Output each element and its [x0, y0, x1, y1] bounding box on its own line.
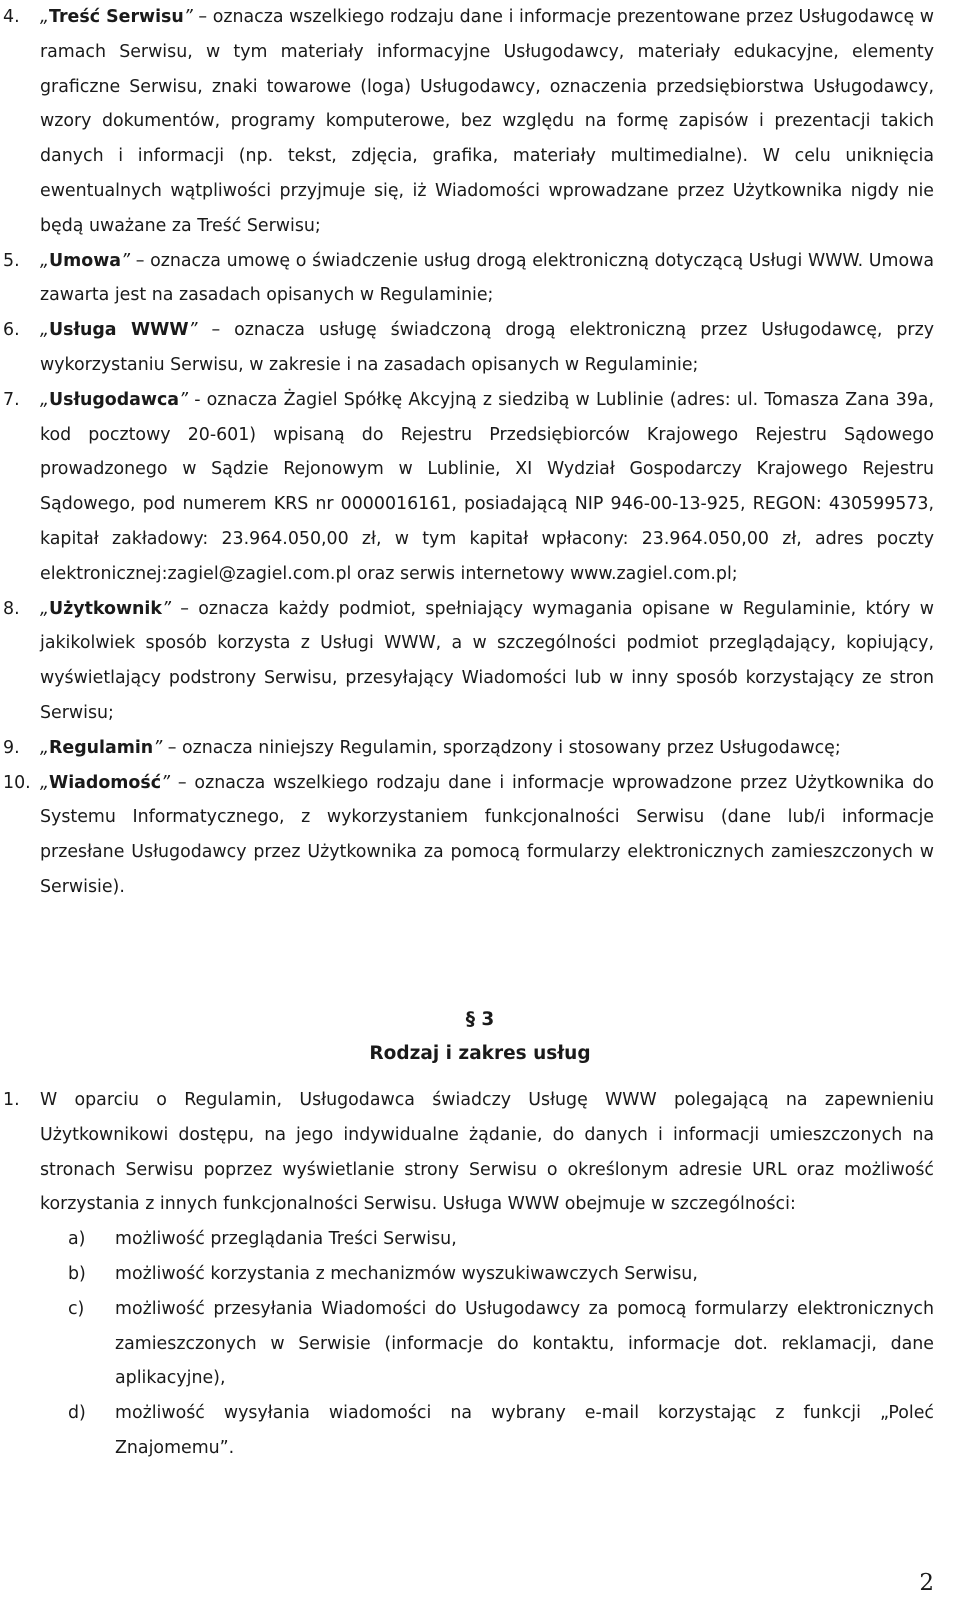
- services-section: [0, 1083, 960, 1466]
- definition-term: Usługodawca: [49, 389, 180, 410]
- item-number: 10.: [3, 772, 31, 793]
- definition-item: [0, 244, 960, 314]
- item-number: 9.: [3, 737, 20, 758]
- close-quote: ”: [179, 389, 189, 410]
- open-quote: „: [40, 7, 50, 27]
- list-label: b): [68, 1263, 86, 1284]
- definition-text: – oznacza usługę świadczoną drogą elektroniczną przez Usługodawcę, przy wykorzystaniu Serwisu, w zakresie i na zasadach opisanych w Regulaminie;: [40, 320, 934, 375]
- definition-item: [0, 731, 960, 766]
- item-number: 8.: [3, 598, 20, 619]
- open-quote: „: [40, 389, 50, 410]
- definition-term: Umowa: [49, 250, 122, 271]
- list-text: możliwość korzystania z mechanizmów wyszukiwawczych Serwisu,: [115, 1263, 698, 1284]
- definition-item: [0, 383, 960, 592]
- definition-item: [0, 592, 960, 731]
- service-list-item: [0, 1222, 960, 1257]
- service-list-item: [0, 1257, 960, 1292]
- service-list-item: [0, 1396, 960, 1466]
- service-list-item: [0, 1292, 960, 1396]
- definition-item: [0, 313, 960, 383]
- definition-item: [0, 0, 960, 244]
- list-label: d): [68, 1403, 86, 1424]
- open-quote: „: [40, 737, 50, 758]
- item-number: 4.: [3, 7, 20, 27]
- services-text: W oparciu o Regulamin, Usługodawca świadczy Usługę WWW polegającą na zapewnieniu Użytkownikowi dostępu, na jego indywidualne żądanie, do danych i informacji umieszczonych na stronach Serwisu poprzez wyświetlanie strony Serwisu o określonym adresie URL oraz możliwość korzystania z innych funkcjonalności Serwisu. Usługa WWW obejmuje w szczególności:: [40, 1090, 934, 1215]
- definition-text: – oznacza niniejszy Regulamin, sporządzony i stosowany przez Usługodawcę;: [162, 737, 841, 758]
- open-quote: „: [40, 772, 50, 793]
- close-quote: ”: [161, 598, 171, 619]
- definition-text: – oznacza wszelkiego rodzaju dane i informacje wprowadzone przez Użytkownika do Systemu Informatycznego, z wykorzystaniem funkcjonalności Serwisu (dane lub/i informacje przesłane Usługodawcy przez Użytkownika za pomocą formularzy elektronicznych zamieszczonych w Serwisie).: [40, 772, 934, 897]
- definition-text: - oznacza Żagiel Spółkę Akcyjną z siedzibą w Lublinie (adres: ul. Tomasza Zana 39a, kod pocztowy 20-601) wpisaną do Rejestru Przedsiębiorców Krajowego Rejestru Sądowego prowadzonego w Sądzie Rejonowym w Lublinie, XI Wydział Gospodarczy Krajowego Rejestru Sądowego, pod numerem KRS nr 0000016161, posiadającą NIP 946-00-13-925, REGON: 430599573, kapitał zakładowy: 23.964.050,00 zł, w tym kapitał wpłacony: 23.964.050,00 zł, adres poczty elektronicznej:zagiel@zagiel.com.pl oraz serwis internetowy www.zagiel.com.pl;: [40, 389, 934, 584]
- item-number: 5.: [3, 250, 20, 271]
- list-label: a): [68, 1229, 86, 1250]
- section-title: Rodzaj i zakres usług: [369, 1043, 591, 1064]
- open-quote: „: [40, 250, 50, 271]
- definition-term: Regulamin: [49, 737, 154, 758]
- list-text: możliwość wysyłania wiadomości na wybrany e-mail korzystając z funkcji „Poleć Znajomemu”.: [115, 1403, 934, 1458]
- close-quote: ”: [161, 772, 171, 793]
- open-quote: „: [40, 598, 50, 619]
- open-quote: „: [40, 320, 50, 341]
- close-quote: ”: [121, 250, 131, 271]
- list-text: możliwość przeglądania Treści Serwisu,: [115, 1229, 457, 1250]
- close-quote: ”: [188, 320, 198, 341]
- definition-term: Użytkownik: [49, 598, 162, 619]
- definition-text: – oznacza każdy podmiot, spełniający wymagania opisane w Regulaminie, który w jakikolwiek sposób korzysta z Usługi WWW, a w szczególności podmiot przeglądający, kopiujący, wyświetlający podstrony Serwisu, przesyłający Wiadomości lub w inny sposób korzystający ze stron Serwisu;: [40, 598, 934, 723]
- definition-text: – oznacza umowę o świadczenie usług drogą elektroniczną dotyczącą Usługi WWW. Umowa zawarta jest na zasadach opisanych w Regulaminie;: [40, 250, 934, 306]
- item-number: 7.: [3, 389, 20, 410]
- item-number: 6.: [3, 320, 20, 341]
- definition-term: Wiadomość: [49, 772, 162, 793]
- definition-item: [0, 766, 960, 905]
- definition-term: Usługa WWW: [49, 320, 189, 341]
- close-quote: ”: [183, 7, 193, 27]
- close-quote: ”: [153, 737, 163, 758]
- services-paragraph: [0, 1083, 960, 1222]
- page-number: 2: [919, 1570, 934, 1596]
- item-number: 1.: [3, 1090, 20, 1110]
- definition-text: – oznacza wszelkiego rodzaju dane i informacje prezentowane przez Usługodawcę w ramach Serwisu, w tym materiały informacyjne Usługodawcy, materiały edukacyjne, elementy graficzne Serwisu, znaki towarowe (loga) Usługodawcy, oznaczenia przedsiębiorstwa Usługodawcy, wzory dokumentów, programy komputerowe, bez względu na formę zapisów i prezentacji takich danych i informacji (np. tekst, zdjęcia, grafika, materiały multimedialne). W celu uniknięcia ewentualnych wątpliwości przyjmuje się, iż Wiadomości wprowadzane przez Użytkownika nigdy nie będą uważane za Treść Serwisu;: [40, 7, 934, 236]
- definition-term: Treść Serwisu: [49, 7, 184, 27]
- list-text: możliwość przesyłania Wiadomości do Usługodawcy za pomocą formularzy elektronicznych zamieszczonych w Serwisie (informacje do kontaktu, informacje dot. reklamacji, dane aplikacyjne),: [115, 1298, 934, 1389]
- section-number: § 3: [465, 1009, 495, 1030]
- list-label: c): [68, 1298, 85, 1319]
